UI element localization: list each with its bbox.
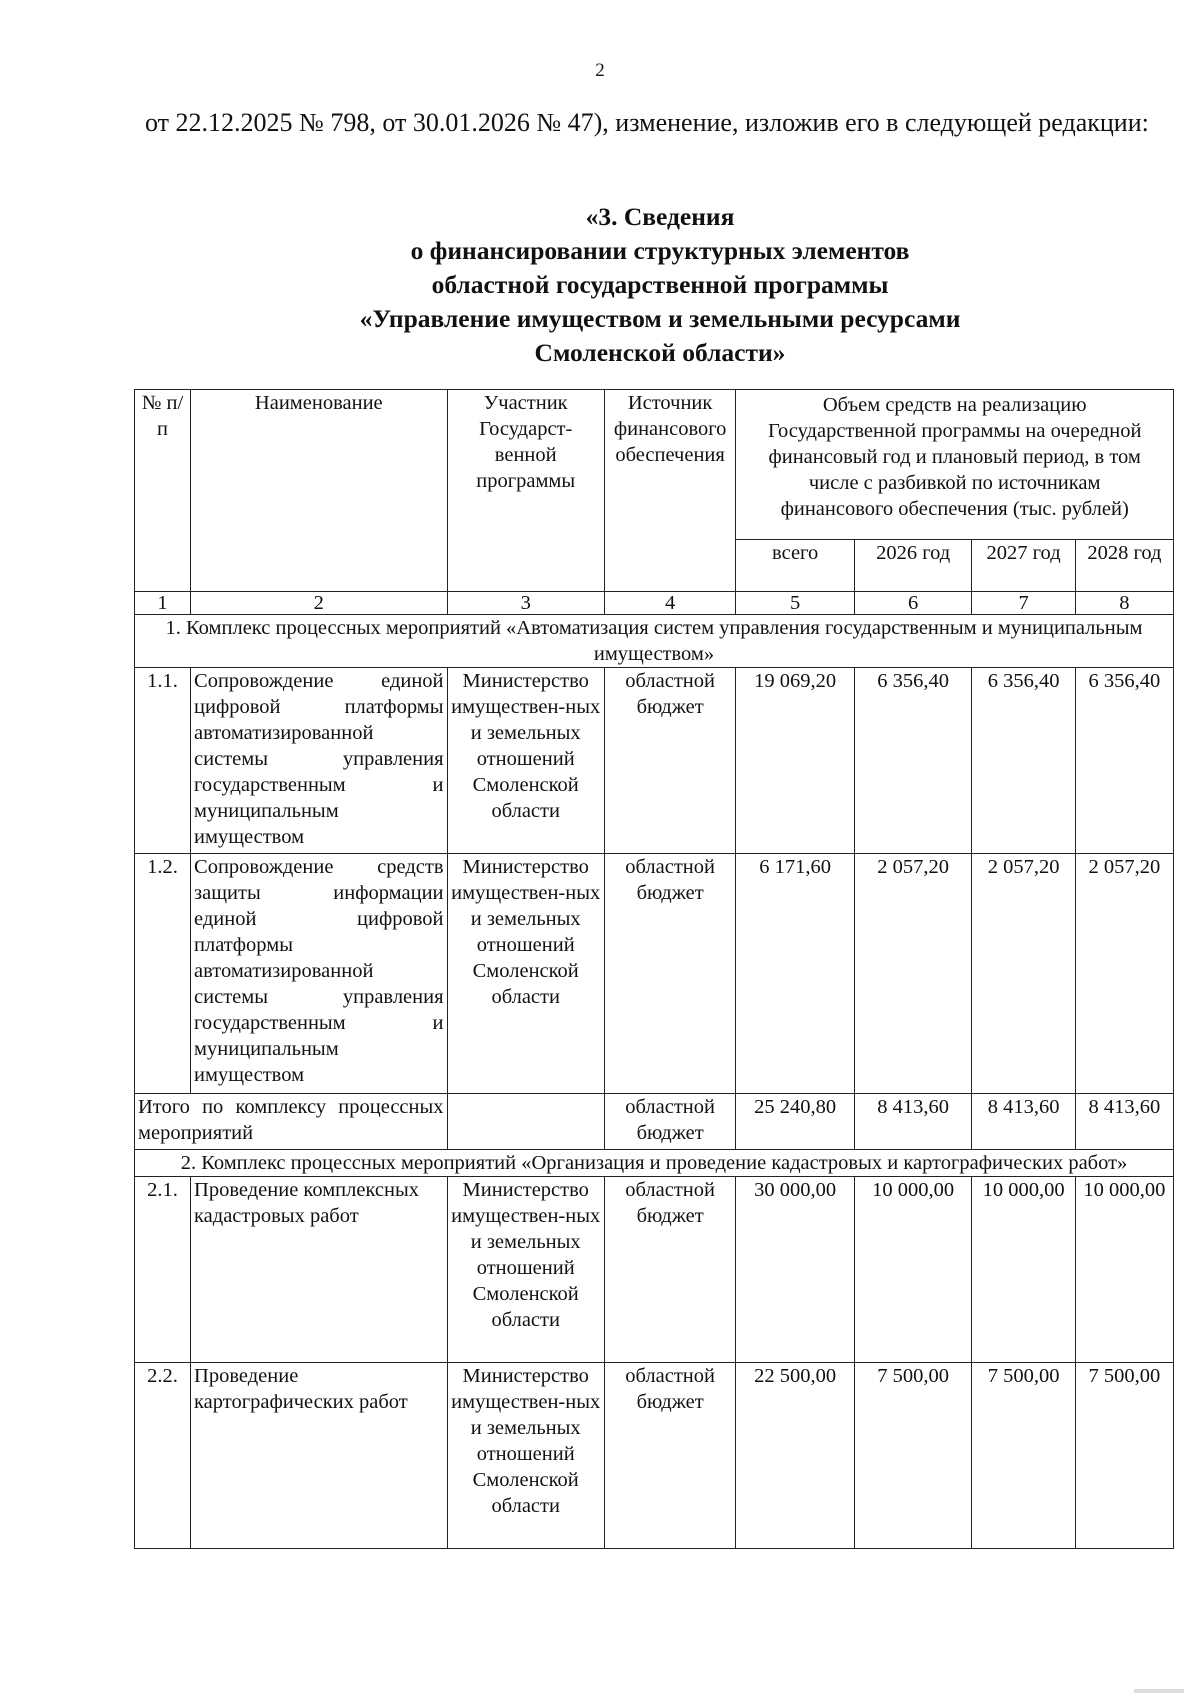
column-number: 5 (736, 592, 855, 615)
header-2027: 2027 год (972, 540, 1075, 592)
row-2027: 7 500,00 (972, 1363, 1075, 1549)
row-total: 30 000,00 (736, 1177, 855, 1363)
row-2026: 7 500,00 (854, 1363, 971, 1549)
column-number: 2 (191, 592, 448, 615)
column-number: 3 (447, 592, 604, 615)
table-row (135, 1363, 1174, 1549)
title-line-3: областной государственной программы (431, 270, 889, 299)
total-2028: 8 413,60 (1075, 1094, 1173, 1150)
column-number: 1 (135, 592, 191, 615)
row-number: 1.1. (135, 668, 191, 854)
row-participant: Министерство имуществен-ных и земельных отношений Смоленской области (447, 1363, 604, 1549)
row-number: 1.2. (135, 854, 191, 1094)
row-participant: Министерство имуществен-ных и земельных отношений Смоленской области (447, 1177, 604, 1363)
row-total: 22 500,00 (736, 1363, 855, 1549)
section-2-title: 2. Комплекс процессных мероприятий «Организация и проведение кадастровых и картографических работ» (135, 1150, 1174, 1177)
row-2028: 6 356,40 (1075, 668, 1173, 854)
row-2026: 6 356,40 (854, 668, 971, 854)
column-number: 8 (1075, 592, 1173, 615)
header-row (135, 390, 1174, 540)
document-title (145, 200, 1175, 370)
row-2026: 2 057,20 (854, 854, 971, 1094)
scan-artifact (1134, 1689, 1184, 1693)
title-line-1: «3. Сведения (585, 202, 735, 231)
section-row (135, 615, 1174, 668)
column-number: 6 (854, 592, 971, 615)
row-name: Сопровождение единой цифровой платформы автоматизированной системы управления государственным и муниципальным имуществом (191, 668, 448, 854)
section-row (135, 1150, 1174, 1177)
column-number: 7 (972, 592, 1075, 615)
total-row (135, 1094, 1174, 1150)
table-row (135, 854, 1174, 1094)
total-participant (447, 1094, 604, 1150)
column-number: 4 (604, 592, 735, 615)
row-participant: Министерство имуществен-ных и земельных отношений Смоленской области (447, 668, 604, 854)
header-source: Источник финансового обеспечения (604, 390, 735, 592)
column-numbers-row (135, 592, 1174, 615)
row-2026: 10 000,00 (854, 1177, 971, 1363)
row-2027: 10 000,00 (972, 1177, 1075, 1363)
row-2028: 10 000,00 (1075, 1177, 1173, 1363)
table-row (135, 1177, 1174, 1363)
header-num: № п/п (135, 390, 191, 592)
row-name: Проведение картографических работ (191, 1363, 448, 1549)
header-volume: Объем средств на реализацию Государственной программы на очередной финансовый год и плановый период, в том числе с разбивкой по источникам финансового обеспечения (тыс. рублей) (736, 390, 1174, 540)
total-2026: 8 413,60 (854, 1094, 971, 1150)
row-source: областной бюджет (604, 1363, 735, 1549)
row-total: 19 069,20 (736, 668, 855, 854)
row-2028: 7 500,00 (1075, 1363, 1173, 1549)
section-1-title: 1. Комплекс процессных мероприятий «Автоматизация систем управления государственным и муниципальным имуществом» (135, 615, 1174, 668)
header-2028: 2028 год (1075, 540, 1173, 592)
row-total: 6 171,60 (736, 854, 855, 1094)
total-source: областной бюджет (604, 1094, 735, 1150)
total-sum: 25 240,80 (736, 1094, 855, 1150)
row-name: Проведение комплексных кадастровых работ (191, 1177, 448, 1363)
total-2027: 8 413,60 (972, 1094, 1075, 1150)
header-total: всего (736, 540, 855, 592)
page-number: 2 (595, 60, 605, 81)
total-label: Итого по комплексу процессных мероприятий (135, 1094, 448, 1150)
header-name: Наименование (191, 390, 448, 592)
row-source: областной бюджет (604, 854, 735, 1094)
header-participant: Участник Государст-венной программы (447, 390, 604, 592)
row-name: Сопровождение средств защиты информации единой цифровой платформы автоматизированной системы управления государственным и муниципальным имуществом (191, 854, 448, 1094)
table-row (135, 668, 1174, 854)
row-number: 2.2. (135, 1363, 191, 1549)
title-line-5: Смоленской области» (534, 338, 786, 367)
financing-table (134, 389, 1174, 1549)
row-2028: 2 057,20 (1075, 854, 1173, 1094)
header-2026: 2026 год (854, 540, 971, 592)
row-number: 2.1. (135, 1177, 191, 1363)
intro-paragraph: от 22.12.2025 № 798, от 30.01.2026 № 47), изменение, изложив его в следующей редакции: (145, 108, 1149, 137)
title-line-2: о финансировании структурных элементов (410, 236, 910, 265)
row-source: областной бюджет (604, 668, 735, 854)
row-2027: 6 356,40 (972, 668, 1075, 854)
row-source: областной бюджет (604, 1177, 735, 1363)
row-participant: Министерство имуществен-ных и земельных отношений Смоленской области (447, 854, 604, 1094)
row-2027: 2 057,20 (972, 854, 1075, 1094)
title-line-4: «Управление имуществом и земельными ресурсами (359, 304, 961, 333)
